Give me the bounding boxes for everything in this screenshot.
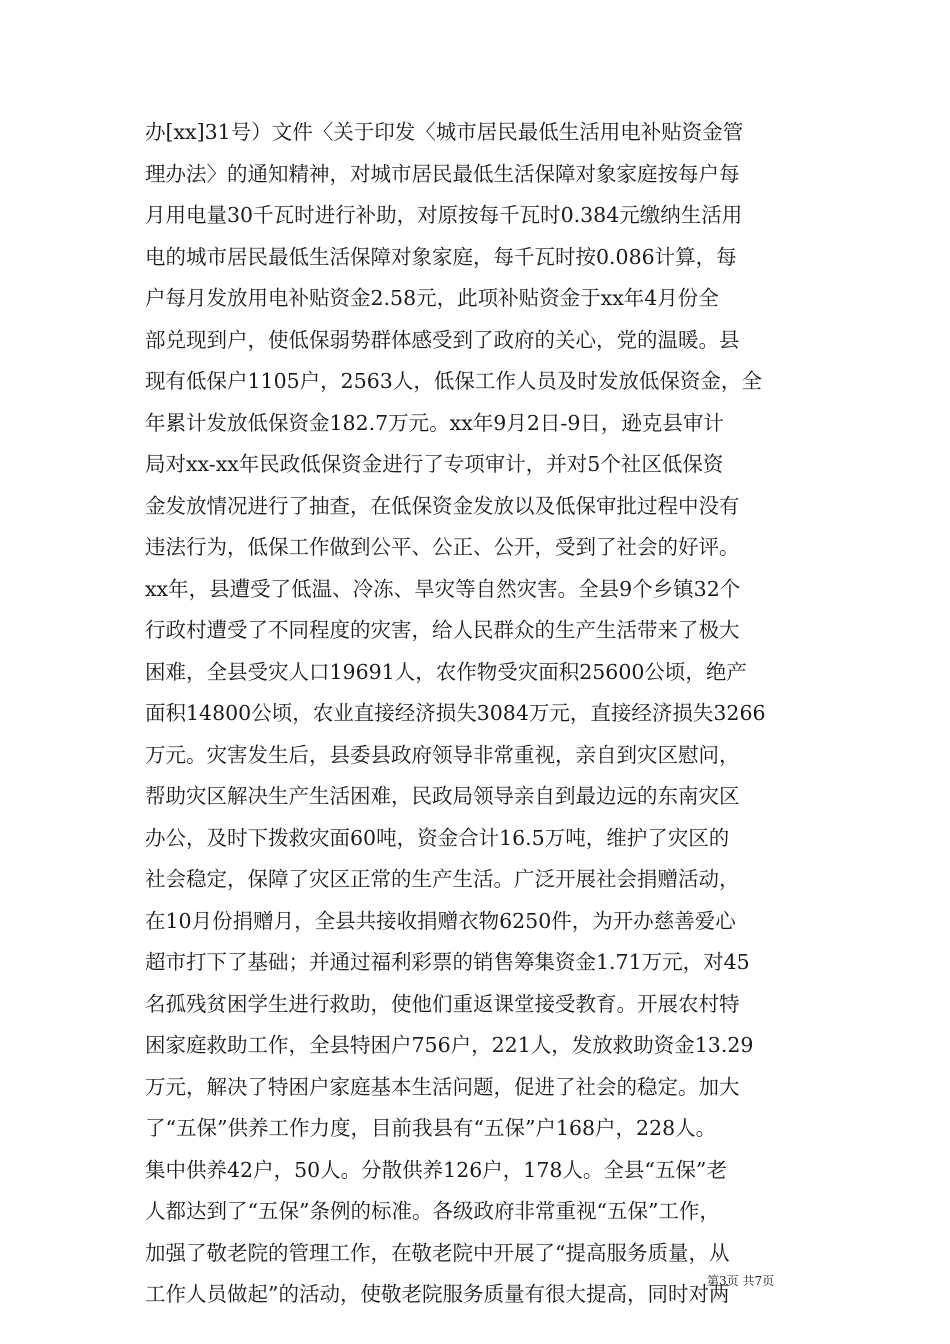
text-line-15: 面积14800公顷，农业直接经济损失3084万元，直接经济损失3266 (145, 701, 766, 725)
text-line-27: 人都达到了“五保”条例的标准。各级政府非常重视“五保”工作， (145, 1199, 720, 1223)
text-line-9: 局对xx-xx年民政低保资金进行了专项审计，并对5个社区低保资 (145, 452, 724, 476)
text-line-1: 办[xx]31号）文件〈关于印发〈城市居民最低生活用电补贴资金管 (145, 120, 744, 144)
text-line-19: 社会稳定，保障了灾区正常的生产生活。广泛开展社会捐赠活动， (145, 867, 740, 891)
text-line-12: xx年，县遭受了低温、冷冻、旱灾等自然灾害。全县9个乡镇32个 (145, 576, 741, 601)
text-line-7: 现有低保户1105户，2563人，低保工作人员及时发放低保资金，全 (145, 369, 762, 393)
text-line-21: 超市打下了基础；并通过福利彩票的销售筹集资金1.71万元，对45 (145, 950, 750, 974)
text-line-3: 月用电量30千瓦时进行补助，对原按每千瓦时0.384元缴纳生活用 (145, 203, 743, 227)
text-line-14: 困难，全县受灾人口19691人，农作物受灾面积25600公顷，绝产 (145, 659, 747, 684)
text-line-5: 户每月发放用电补贴资金2.58元，此项补贴资金于xx年4月份全 (145, 286, 719, 310)
text-line-24: 万元，解决了特困户家庭基本生活问题，促进了社会的稳定。加大 (145, 1074, 740, 1099)
page-number: 第3页 共7页 (707, 1274, 775, 1288)
text-line-29: 工作人员做起”的活动，使敬老院服务质量有很大提高，同时对两 (145, 1282, 730, 1306)
text-line-20: 在10月份捐赠月，全县共接收捐赠衣物6250件，为开办慈善爱心 (145, 908, 736, 933)
text-line-18: 办公，及时下拨救灾面60吨，资金合计16.5万吨，维护了灾区的 (145, 825, 730, 850)
text-line-16: 万元。灾害发生后，县委县政府领导非常重视，亲自到灾区慰问， (145, 742, 740, 767)
text-line-26: 集中供养42户，50人。分散供养126户，178人。全县“五保”老 (145, 1157, 727, 1182)
text-line-17: 帮助灾区解决生产生活困难，民政局领导亲自到最边远的东南灾区 (145, 784, 740, 808)
text-line-22: 名孤残贫困学生进行救助，使他们重返课堂接受教育。开展农村特 (145, 991, 740, 1016)
text-line-10: 金发放情况进行了抽查，在低保资金发放以及低保审批过程中没有 (145, 493, 740, 518)
text-line-2: 理办法〉的通知精神，对城市居民最低生活保障对象家庭按每户每 (145, 161, 740, 186)
text-line-4: 电的城市居民最低生活保障对象家庭，每千瓦时按0.086计算，每 (145, 244, 737, 269)
text-line-13: 行政村遭受了不同程度的灾害，给人民群众的生产生活带来了极大 (145, 618, 740, 642)
text-line-6: 部兑现到户，使低保弱势群体感受到了政府的关心，党的温暖。县 (145, 327, 740, 352)
body-text (145, 112, 830, 1316)
text-line-23: 困家庭救助工作，全县特困户756户，221人，发放救助资金13.29 (145, 1033, 754, 1057)
text-line-11: 违法行为，低保工作做到公平、公正、公开，受到了社会的好评。 (145, 535, 740, 559)
text-line-25: 了“五保”供养工作力度，目前我县有“五保”户168户，228人。 (145, 1116, 717, 1140)
text-line-8: 年累计发放低保资金182.7万元。xx年9月2日-9日，逊克县审计 (145, 410, 724, 435)
text-line-28: 加强了敬老院的管理工作，在敬老院中开展了“提高服务质量，从 (145, 1240, 730, 1265)
